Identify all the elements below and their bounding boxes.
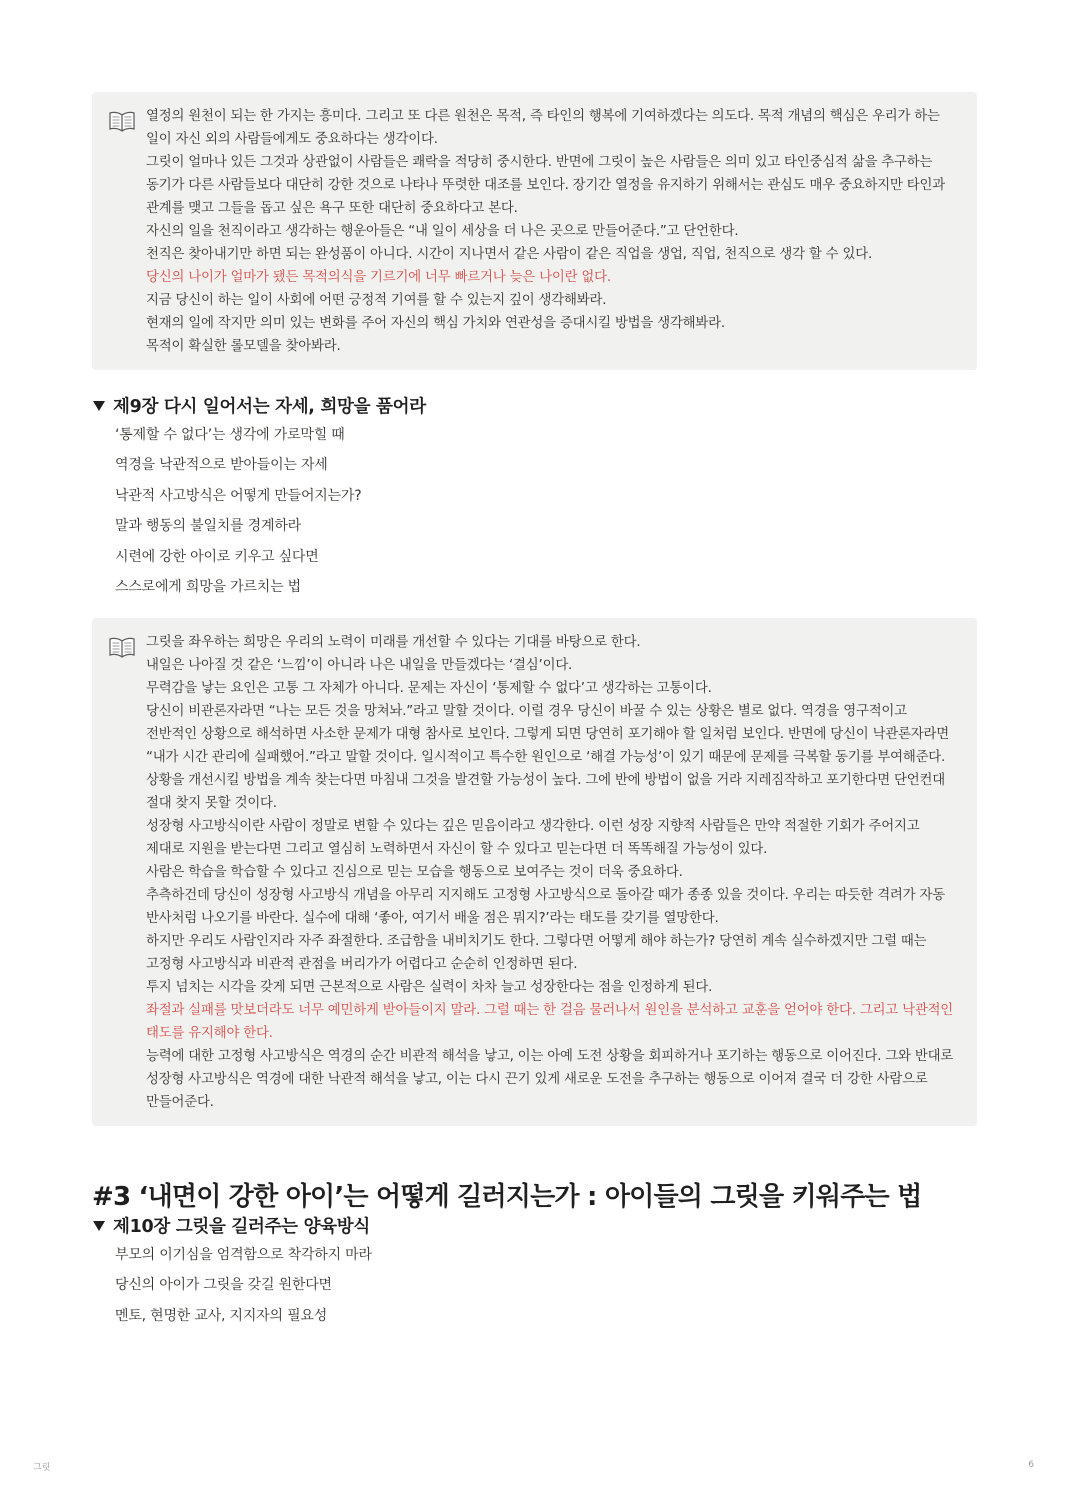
- callout-line: 내일은 나아질 것 같은 ‘느낌’이 아니라 나은 내일을 만들겠다는 ‘결심’이다.: [146, 658, 573, 673]
- callout-line: 자신의 일을 천직이라고 생각하는 행운아들은 “내 일이 세상을 더 나은 곳으로 만들어준다.”고 단언한다.: [146, 224, 739, 239]
- callout-line: 상황을 개선시킬 방법을 계속 찾는다면 마침내 그것을 발견할 가능성이 높다. 그에 반에 방법이 없을 거라 지레짐작하고 포기한다면 단언컨대 절대 찾지 못할 것이다.: [146, 773, 945, 811]
- callout-line: 지금 당신이 하는 일이 사회에 어떤 긍정적 기여를 할 수 있는지 깊이 생각해봐라.: [146, 293, 607, 308]
- callout-line: 하지만 우리도 사람인지라 자주 좌절한다. 조급함을 내비치기도 한다. 그렇다면 어떻게 해야 하는가? 당연히 계속 실수하겠지만 그럴 때는 고정형 사고방식과 비관적 관점을 버리가가 어렵다고 순순히 인정하면 된다.: [146, 934, 927, 972]
- triangle-down-icon: [92, 1219, 106, 1233]
- callout-line: 그릿을 좌우하는 희망은 우리의 노력이 미래를 개선할 수 있다는 기대를 바탕으로 한다.: [146, 635, 641, 650]
- chapter-9-toggle[interactable]: [92, 393, 426, 418]
- list-item: 말과 행동의 불일치를 경계하라: [115, 518, 301, 535]
- callout-line: 당신이 비관론자라면 “나는 모든 것을 망쳐놔.”라고 말할 것이다. 이럴 경우 당신이 바꿀 수 있는 상황은 별로 없다. 역경을 영구적이고 전반적인 상황으로 해석하면 사소한 문제가 대형 참사로 보인다. 그렇게 되면 당연히 포기해야 할 일처럼 보인다. 반면에 당신이 낙관론자라면 “내가 시간 관리에 실패했어.”라고 말할 것이다. 일시적이고 특수한 원인으로 ‘해결 가능성’이 있기 때문에 문제를 극복할 동기를 부여해준다.: [146, 704, 949, 765]
- chapter-title: 제10장 그릿을 길러주는 양육방식: [113, 1217, 370, 1237]
- open-book-icon: [108, 636, 136, 658]
- quote-callout: [92, 618, 977, 1126]
- chapter-10-toggle[interactable]: [92, 1213, 370, 1238]
- callout-line: 투지 넘치는 시각을 갖게 되면 근본적으로 사람은 실력이 차차 늘고 성장한다는 점을 인정하게 된다.: [146, 980, 713, 995]
- list-item: 낙관적 사고방식은 어떻게 만들어지는가?: [115, 487, 362, 504]
- list-item: 스스로에게 희망을 가르치는 법: [115, 578, 301, 595]
- list-item: 당신의 아이가 그릿을 갖길 원한다면: [115, 1277, 332, 1294]
- quote-callout: [92, 92, 977, 370]
- list-item: 멘토, 현명한 교사, 지지자의 필요성: [115, 1307, 328, 1324]
- callout-body: [146, 105, 961, 358]
- callout-line: 현재의 일에 작지만 의미 있는 변화를 주어 자신의 핵심 가치와 연관성을 증대시킬 방법을 생각해봐라.: [146, 316, 725, 331]
- footer-title: 그릿: [33, 1463, 51, 1473]
- callout-line: 추측하건데 당신이 성장형 사고방식 개념을 아무리 지지해도 고정형 사고방식으로 돌아갈 때가 종종 있을 것이다. 우리는 따듯한 격려가 자동 반사처럼 나오기를 바란다. 실수에 대해 ‘좋아, 여기서 배울 점은 뭐지?’라는 태도를 갖기를 열망한다.: [146, 888, 945, 926]
- callout-line: 목적이 확실한 롤모델을 찾아봐라.: [146, 339, 341, 354]
- callout-line: 능력에 대한 고정형 사고방식은 역경의 순간 비관적 해석을 낳고, 이는 아예 도전 상황을 회피하거나 포기하는 행동으로 이어진다. 그와 반대로 성장형 사고방식은 역경에 대한 낙관적 해석을 낳고, 이는 다시 끈기 있게 새로운 도전을 추구하는 행동으로 이어져 결국 더 강한 사람으로 만들어준다.: [146, 1049, 954, 1110]
- list-item: ‘통제할 수 없다’는 생각에 가로막힐 때: [115, 427, 345, 443]
- triangle-down-icon: [92, 399, 106, 413]
- chapter-title: 제9장 다시 일어서는 자세, 희망을 품어라: [113, 397, 426, 417]
- callout-line: 열정의 원천이 되는 한 가지는 흥미다. 그리고 또 다른 원천은 목적, 즉 타인의 행복에 기여하겠다는 의도다. 목적 개념의 핵심은 우리가 하는 일이 자신 외의 사람들에게도 중요하다는 생각이다.: [146, 109, 940, 147]
- highlighted-line: 당신의 나이가 얼마가 됐든 목적의식을 기르기에 너무 빠르거나 늦은 나이란 없다.: [146, 270, 611, 285]
- callout-line: 사람은 학습을 학습할 수 있다고 진심으로 믿는 모습을 행동으로 보여주는 것이 더욱 중요하다.: [146, 865, 683, 880]
- page-number: 6: [1028, 1460, 1034, 1470]
- callout-line: 그릿이 얼마나 있든 그것과 상관없이 사람들은 쾌락을 적당히 중시한다. 반면에 그릿이 높은 사람들은 의미 있고 타인중심적 삶을 추구하는 동기가 다른 사람들보다 대단히 강한 것으로 나타나 뚜렷한 대조를 보인다. 장기간 열정을 유지하기 위해서는 관심도 매우 중요하지만 타인과 관계를 맺고 그들을 돕고 싶은 욕구 또한 대단히 중요하다고 본다.: [146, 155, 945, 216]
- list-item: 시련에 강한 아이로 키우고 싶다면: [115, 548, 319, 565]
- callout-body: [146, 631, 961, 1114]
- open-book-icon: [108, 110, 136, 132]
- chapter-10-list: [115, 1245, 372, 1336]
- callout-line: 무력감을 낳는 요인은 고통 그 자체가 아니다. 문제는 자신이 ‘통제할 수 없다’고 생각하는 고통이다.: [146, 681, 712, 696]
- highlighted-line: 좌절과 실패를 맛보더라도 너무 예민하게 받아들이지 말라. 그럴 때는 한 걸음 물러나서 원인을 분석하고 교훈을 얻어야 한다. 그리고 낙관적인 태도를 유지해야 한다.: [146, 1003, 954, 1041]
- chapter-9-list: [115, 425, 362, 607]
- callout-line: 천직은 찾아내기만 하면 되는 완성품이 아니다. 시간이 지나면서 같은 사람이 같은 직업을 생업, 직업, 천직으로 생각 할 수 있다.: [146, 247, 873, 262]
- list-item: 부모의 이기심을 엄격함으로 착각하지 마라: [115, 1247, 372, 1263]
- section-title: #3 ‘내면이 강한 아이’는 어떻게 길러지는가 : 아이들의 그릿을 키워주는 법: [92, 1182, 922, 1212]
- callout-line: 성장형 사고방식이란 사람이 정말로 변할 수 있다는 깊은 믿음이라고 생각한다. 이런 성장 지향적 사람들은 만약 적절한 기회가 주어지고 제대로 지원을 받는다면 그리고 열심히 노력하면서 자신이 할 수 있다고 믿는다면 더 똑똑해질 가능성이 있다.: [146, 819, 920, 857]
- list-item: 역경을 낙관적으로 받아들이는 자세: [115, 457, 328, 474]
